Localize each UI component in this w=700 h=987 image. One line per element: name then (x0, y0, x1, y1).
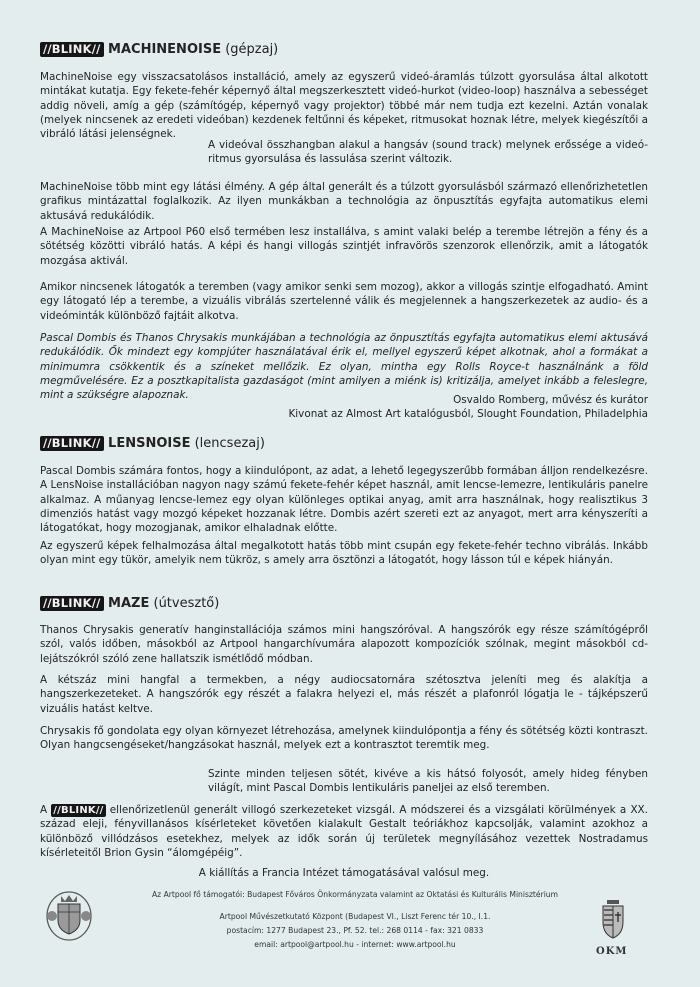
quote (40, 331, 648, 402)
blink-badge: //BLINK// (40, 42, 104, 57)
section-subtitle: (útvesztő) (149, 596, 220, 611)
footer-address (120, 910, 590, 952)
footer-line: Az Artpool fő támogatói: Budapest Főváros Önkormányzata valamint az Oktatási és Kulturális Minisztérium (151, 890, 559, 899)
paragraph-prefix: A (40, 804, 52, 816)
blink-badge: //BLINK// (53, 805, 104, 816)
paragraph-text: Chrysakis fő gondolata egy olyan környezet létrehozása, amelynek kiindulópontja a fény és sötétség közti kontraszt. Olyan hangcsengéseket/hangzásokat használ, melyek ezt a kontrasztot teremtik meg. (40, 725, 648, 752)
paragraph (40, 280, 648, 323)
footer-line: email: artpool@artpool.hu - internet: www.artpool.hu (254, 940, 456, 949)
paragraph (40, 803, 648, 860)
section-title: LENSNOISE (108, 436, 191, 451)
paragraph (40, 673, 648, 716)
paragraph-text: Amikor nincsenek látogatók a teremben (vagy amikor senki sem mozog), akkor a villogás szintje elfogadható. Amint egy látogató lép a terembe, a vizuális vibrálás szertelenné válik és megjelennek a hangszerkezetek az audio- és a videóminták különböző fajtáit alkotva. (40, 281, 648, 322)
section-title: MACHINENOISE (108, 42, 222, 57)
support-text: A kiállítás a Francia Intézet támogatásával valósul meg. (198, 867, 490, 879)
paragraph (40, 464, 648, 535)
paragraph-text: MachineNoise több mint egy látási élmény. A gép által generált és a túlzott gyorsulásból származó ellenőrizhetetlen grafikus mintázattal foglalkozik. Az ilyen munkákban a technológia az önpusztítás egyfajta automatikus elemi aktusává redukálódik. (40, 181, 648, 222)
footer-sponsors (120, 888, 590, 902)
paragraph-text (40, 803, 648, 860)
paragraph (40, 180, 648, 223)
section-title: MAZE (108, 596, 150, 611)
paragraph (40, 225, 648, 268)
paragraph-text: Szinte minden teljesen sötét, kivéve a kis hátsó folyosót, amely hideg fényben világít, mint Pascal Dombis lentikuláris paneljei az első teremben. (208, 768, 648, 795)
okm-logo-text: OKM (596, 946, 628, 957)
section-heading-maze (40, 596, 219, 611)
paragraph (40, 70, 648, 141)
footer-line: postacím: 1277 Budapest 23., Pf. 52. tel.: 268 0114 - fax: 321 0833 (226, 926, 484, 935)
paragraph (40, 539, 648, 568)
section-heading-machinenoise (40, 42, 278, 57)
blink-badge: //BLINK// (40, 436, 104, 451)
section-subtitle: (gépzaj) (221, 42, 279, 57)
paragraph-text: A MachineNoise az Artpool P60 első termében lesz installálva, s amint valaki belép a terembe létrejön a fény és a sötétség közötti vibráló hatás. A képi és hangi villogás szintjét infravörös szenzorok ellenőrzik, amit a látogatók mozgása aktivál. (40, 226, 648, 267)
blink-badge: //BLINK// (40, 596, 104, 611)
paragraph-text: MachineNoise egy visszacsatolásos installáció, amely az egyszerű videó-áramlás túlzott gyorsulása által alkotott mintákat kutatja. Egy fekete-fehér képernyő által megszerkesztett videó-hurkot (video-loop) használva a sebességet addig növeli, amíg a gép (számítógép, képernyő vagy projektor) többé már nem tudja ezt kezelni. Aztán vonalak (melyek nincsenek az eredeti videóban) kezdenek feltűnni és képeket, ritmusokat hoznak létre, melyek kiegészítői a vibráló látási jelenségnek. (40, 71, 648, 141)
paragraph-text: A videóval összhangban alakul a hangsáv (sound track) melynek erőssége a videó-ritmus gyorsulása és lassulása szerint változik. (208, 139, 648, 166)
budapest-coat-of-arms-icon (44, 886, 94, 946)
quote-attribution (40, 393, 648, 422)
attribution-author: Osvaldo Romberg, művész és kurátor (453, 394, 648, 406)
attribution-source: Kivonat az Almost Art katalógusból, Slought Foundation, Philadelphia (288, 408, 648, 421)
paragraph (40, 724, 648, 753)
paragraph-indented (40, 767, 648, 796)
section-subtitle: (lencsezaj) (190, 436, 265, 451)
paragraph-indented (40, 138, 648, 167)
quote-text: Pascal Dombis és Thanos Chrysakis munkájában a technológia az önpusztítás egyfajta automatikus elemi aktusává redukálódik. Ők mindezt egy kompjúter használatával érik el, mellyel egyszerű képet alkotnak, ahol a formákat a minimumra csökkentik és a színeket mellőzik. Ez olyan, mintha egy Rolls Royce-t használnánk a föld megművelésére. Ez a posztkapitalista gazdaságot (mint amilyen a miénk is) kritizálja, amelyet inkább a feleslegre, mint a szükségre alapoznak. (40, 332, 648, 402)
footer-line: Artpool Művészetkutató Központ (Budapest VI., Liszt Ferenc tér 10., I.1. (219, 912, 491, 921)
paragraph-text: Az egyszerű képek felhalmozása által megalkotott hatás több mint csupán egy fekete-fehér techno vibrálás. Inkább olyan mint egy tükör, amelyik nem tükröz, s amely arra ösztönzi a látogatót, hogy lásson túl e képek hiányán. (40, 540, 648, 567)
paragraph-text: A kétszáz mini hangfal a termekben, a négy audiocsatornára szétosztva jeleníti meg és alakítja a hangszerkezeteket. A hangszórók egy részét a falakra helyezi el, más részét a plafonról lógatja le - tájképszerű vizuális hatást keltve. (40, 674, 648, 715)
paragraph-text: Pascal Dombis számára fontos, hogy a kiindulópont, az adat, a lehető legegyszerűbb formában álljon rendelkezésre. A LensNoise installációban nagyon nagy számú fekete-fehér képet használ, amit lencse-lemezre, lentikuláris panelre alkalmaz. A műanyag lencse-lemez egy olyan különleges optikai anyag, amit arra használnak, hogy realisztikus 3 dimenziós hatást vagy mozgó képeket hozzanak létre. Dombis azért szereti ezt az anyagot, mert arra kényszeríti a látogatókat, hogy mozogjanak, amikor elhaladnak előtte. (40, 465, 648, 535)
paragraph-text: Thanos Chrysakis generatív hanginstallációja számos mini hangszóróval. A hangszórók egy része számítógépről szól, valós időben, másokból az Artpool hangarchívumára alapozott kompozíciók szólnak, megint másokból cd-lejátszókról szóló zene hallatszik ismétlődő módban. (40, 624, 648, 665)
paragraph (40, 623, 648, 666)
hungarian-coat-of-arms-icon (600, 896, 626, 940)
paragraph-body: ellenőrizetlenül generált villogó szerkezeteket vizsgál. A módszerei és a vizsgálati körülmények a XX. század eleji, fényvillanásos kísérleteket követően kialakult Gestalt teóriákhoz kapcsolják, valamint azokhoz a különböző villódzásos esetekhez, melyek az idők során új területek megnyílásához vezettek Nostradamus kísérleteitől Brion Gysin “álomgépéig”. (40, 804, 648, 859)
support-line (40, 866, 648, 880)
section-heading-lensnoise (40, 436, 265, 451)
